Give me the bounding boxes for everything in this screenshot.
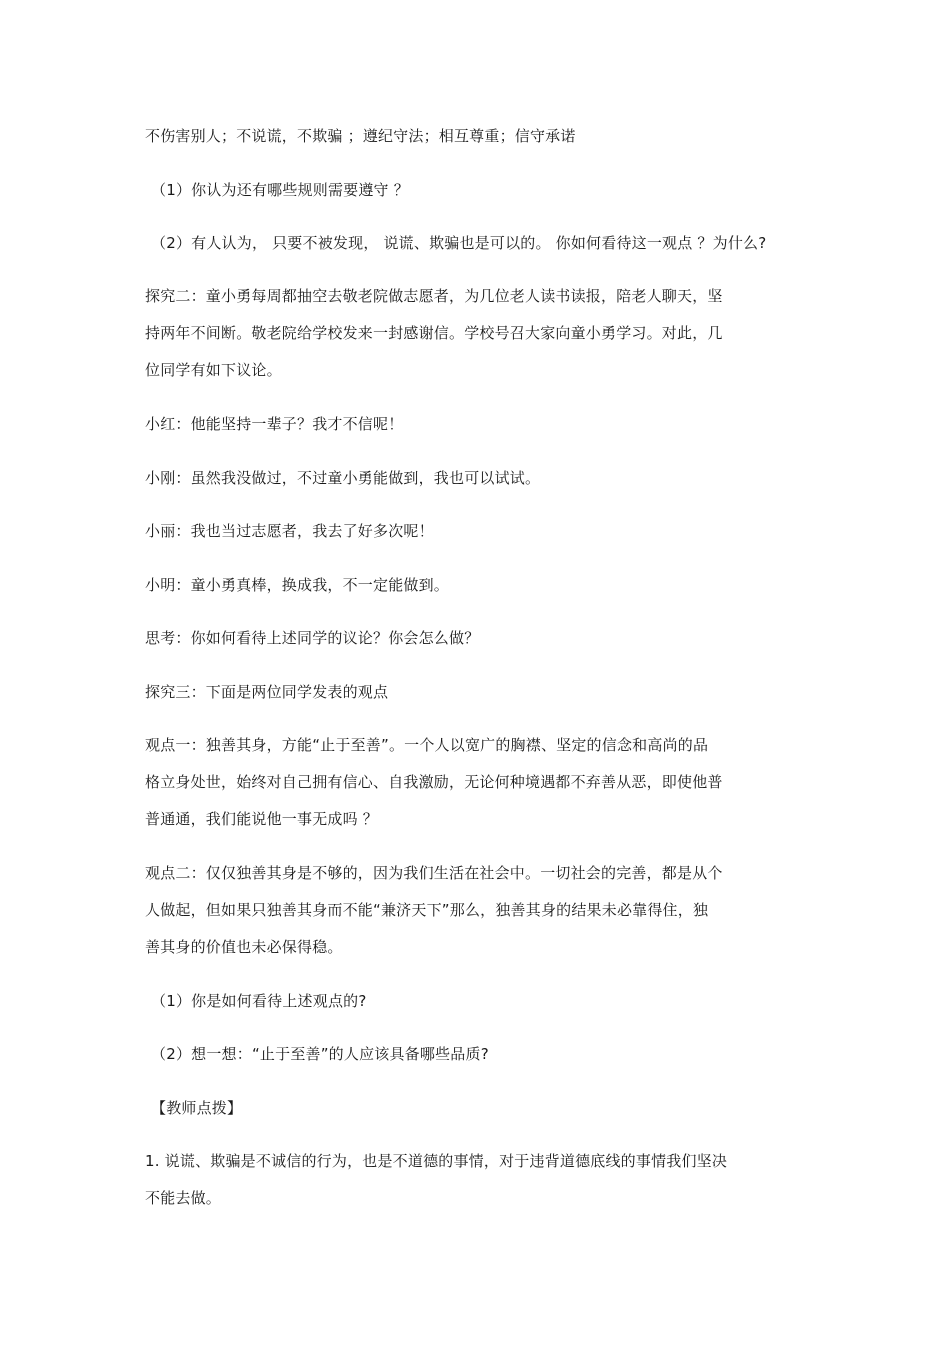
tip-1-line-1: 1. 说谎、欺骗是不诚信的行为，也是不道德的事情，对于违背道德底线的事情我们坚决 — [145, 1152, 728, 1170]
inquiry-2-line-1: 探究二：童小勇每周都抽空去敬老院做志愿者，为几位老人读书读报，陪老人聊天，坚 — [145, 287, 723, 305]
viewpoint-1-line-3: 普通通，我们能说他一事无成吗 ？ — [145, 810, 378, 828]
think-question: 思考：你如何看待上述同学的议论？你会怎么做？ — [145, 629, 480, 647]
rules-list: 不伤害别人；不说谎，不欺骗 ；遵纪守法；相互尊重；信守承诺 — [145, 127, 576, 145]
question-1-rules: （1）你认为还有哪些规则需要遵守 ？ — [151, 181, 409, 199]
question-qualities: （2）想一想：“止于至善”的人应该具备哪些品质? — [151, 1045, 489, 1063]
inquiry-3-heading: 探究三：下面是两位同学发表的观点 — [145, 683, 389, 701]
inquiry-2-line-2: 持两年不间断。敬老院给学校发来一封感谢信。学校号召大家向童小勇学习。对此，几 — [145, 324, 723, 342]
teacher-tips-heading: 【教师点拨】 — [151, 1099, 243, 1117]
inquiry-2-line-3: 位同学有如下议论。 — [145, 361, 282, 379]
viewpoint-2-line-3: 善其身的价值也未必保得稳。 — [145, 938, 343, 956]
tip-1-line-2: 不能去做。 — [145, 1189, 222, 1207]
question-viewpoints: （1）你是如何看待上述观点的? — [151, 992, 367, 1010]
viewpoint-2-line-2: 人做起，但如果只独善其身而不能“兼济天下”那么，独善其身的结果未必靠得住，独 — [145, 901, 709, 919]
viewpoint-1-line-2: 格立身处世，始终对自己拥有信心、自我激励，无论何种境遇都不弃善从恶，即使他普 — [145, 773, 723, 791]
comment-xiaohong: 小红：他能坚持一辈子？我才不信呢！ — [145, 415, 404, 433]
question-2-lying: （2）有人认为， 只要不被发现， 说谎、欺骗也是可以的。 你如何看待这一观点 ？为什么? — [151, 234, 767, 252]
comment-xiaogang: 小刚：虽然我没做过，不过童小勇能做到，我也可以试试。 — [145, 469, 541, 487]
viewpoint-2-line-1: 观点二：仅仅独善其身是不够的，因为我们生活在社会中。一切社会的完善，都是从个 — [145, 864, 723, 882]
comment-xiaoming: 小明：童小勇真棒，换成我，不一定能做到。 — [145, 576, 450, 594]
viewpoint-1-line-1: 观点一：独善其身，方能“止于至善”。一个人以宽广的胸襟、坚定的信念和高尚的品 — [145, 736, 709, 754]
comment-xiaoli: 小丽：我也当过志愿者，我去了好多次呢！ — [145, 522, 434, 540]
